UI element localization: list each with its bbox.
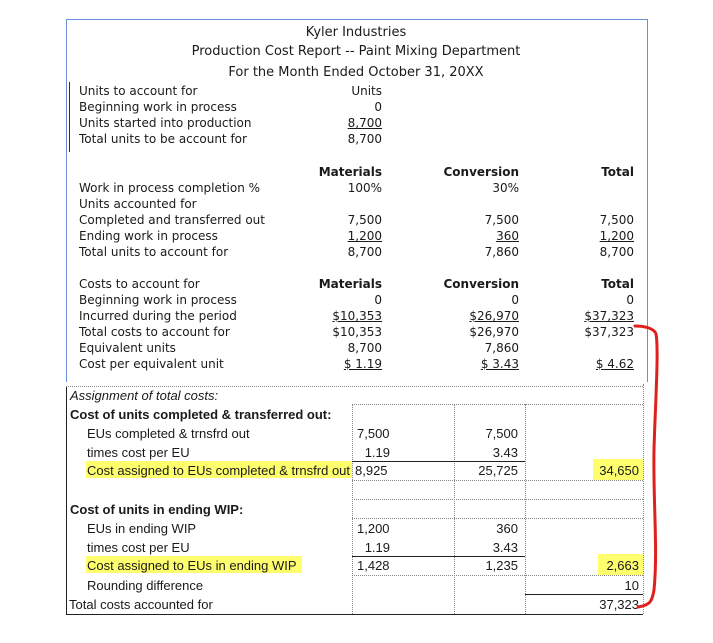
eu-row-conversion: 360 [496, 229, 519, 243]
grid-sum-line-2 [352, 556, 525, 557]
grid-row-mid4 [352, 575, 643, 576]
eu-accounted-label: Units accounted for [79, 197, 197, 211]
grid-row-top [352, 404, 643, 405]
grid-bottom [66, 614, 643, 615]
eu-row-total: 8,700 [599, 245, 634, 259]
red-bracket [630, 320, 670, 620]
completed-row-total: 34,650 [599, 463, 639, 478]
cost-header-total: Total [601, 277, 634, 291]
ending-row-conv: 3.43 [492, 540, 518, 555]
units-col-header: Units [351, 84, 382, 98]
eu-row-total: 7,500 [599, 213, 634, 227]
cost-title: Costs to account for [79, 277, 200, 291]
eu-header-total: Total [601, 165, 634, 179]
cost-row-materials: 8,700 [347, 341, 382, 355]
cost-row-materials: $10,353 [332, 325, 382, 339]
cost-row-total: $37,323 [584, 325, 634, 339]
units-row-label: Total units to be account for [79, 132, 247, 146]
eu-completion-label: Work in process completion % [79, 181, 261, 195]
completed-row-mat: 1.19 [364, 445, 390, 460]
cost-row-conversion: $ 3.43 [480, 357, 519, 371]
assignment-title: Assignment of total costs: [70, 388, 219, 403]
completed-title: Cost of units completed & transferred out: [70, 407, 332, 422]
cost-row-conversion: $26,970 [469, 325, 519, 339]
total-accounted-label: Total costs accounted for [69, 597, 213, 612]
ending-row-total: 2,663 [606, 558, 639, 573]
ending-row-conv: 1,235 [485, 558, 518, 573]
cost-row-materials: 0 [374, 293, 382, 307]
grid-row-mid [352, 480, 643, 481]
grid-col-1 [352, 404, 353, 614]
cost-row-label: Beginning work in process [79, 293, 237, 307]
completed-row-mat: 7,500 [357, 426, 390, 441]
eu-header-conversion: Conversion [443, 165, 519, 179]
grid-row-mid3 [352, 518, 643, 519]
cost-header-materials: Materials [318, 277, 382, 291]
ending-row-label: Cost assigned to EUs in ending WIP [87, 558, 297, 573]
ending-row-mat: 1,428 [357, 558, 390, 573]
cost-row-label: Incurred during the period [79, 309, 237, 323]
cost-row-label: Total costs to account for [79, 325, 230, 339]
ending-row-conv: 360 [496, 521, 518, 536]
rounding-value: 10 [624, 578, 639, 593]
eu-row-materials: 8,700 [347, 245, 382, 259]
cost-row-total: $ 4.62 [595, 357, 634, 371]
cost-row-conversion: $26,970 [469, 309, 519, 323]
eu-row-materials: 1,200 [347, 229, 382, 243]
red-bracket-path [635, 326, 657, 607]
cost-row-materials: $ 1.19 [343, 357, 382, 371]
cost-row-total: $37,323 [584, 309, 634, 323]
completed-row-label: Cost assigned to EUs completed & trnsfrd out [87, 463, 351, 478]
units-left-rule [69, 82, 70, 152]
eu-row-label: Total units to account for [79, 245, 229, 259]
eu-row-conversion: 7,500 [484, 213, 519, 227]
company-name: Kyler Industries [305, 25, 407, 40]
report-period: For the Month Ended October 31, 20XX [228, 65, 484, 80]
completed-row-conv: 7,500 [485, 426, 518, 441]
grid-row-mid2 [352, 499, 643, 500]
cost-row-conversion: 0 [511, 293, 519, 307]
ending-row-mat: 1.19 [364, 540, 390, 555]
eu-row-label: Completed and transferred out [79, 213, 265, 227]
completed-row-label: times cost per EU [87, 445, 190, 460]
rounding-label: Rounding difference [87, 578, 204, 593]
grid-top [66, 386, 643, 387]
units-row-label: Beginning work in process [79, 100, 237, 114]
ending-title: Cost of units in ending WIP: [70, 502, 244, 517]
grid-left [66, 386, 67, 614]
completed-row-conv: 3.43 [492, 445, 518, 460]
units-row-label: Units started into production [79, 116, 252, 130]
units-row-value: 8,700 [347, 132, 382, 146]
cost-row-conversion: 7,860 [484, 341, 519, 355]
report-title: Production Cost Report -- Paint Mixing Department [191, 44, 521, 59]
grid-sum-line-3 [525, 594, 643, 595]
ending-row-label: times cost per EU [87, 540, 190, 555]
units-row-value: 8,700 [347, 116, 382, 130]
grid-col-3 [525, 404, 526, 614]
cost-row-materials: $10,353 [332, 309, 382, 323]
cost-row-label: Equivalent units [79, 341, 176, 355]
cost-row-total: 0 [626, 293, 634, 307]
grid-sum-line-1 [352, 461, 525, 462]
eu-row-conversion: 7,860 [484, 245, 519, 259]
completed-row-conv: 25,725 [478, 463, 518, 478]
eu-row-label: Ending work in process [79, 229, 218, 243]
eu-header-materials: Materials [318, 165, 382, 179]
units-row-value: 0 [374, 100, 382, 114]
completed-row-mat: 8,925 [355, 463, 388, 478]
cost-row-label: Cost per equivalent unit [79, 357, 224, 371]
units-title: Units to account for [79, 84, 198, 98]
eu-row-materials: 7,500 [347, 213, 382, 227]
eu-completion-materials: 100% [347, 181, 382, 195]
eu-completion-conversion: 30% [492, 181, 519, 195]
cost-header-conversion: Conversion [443, 277, 519, 291]
eu-row-total: 1,200 [599, 229, 634, 243]
total-accounted-value: 37,323 [599, 597, 639, 612]
ending-row-label: EUs in ending WIP [87, 521, 197, 536]
ending-row-mat: 1,200 [357, 521, 390, 536]
completed-row-label: EUs completed & trnsfrd out [87, 426, 250, 441]
